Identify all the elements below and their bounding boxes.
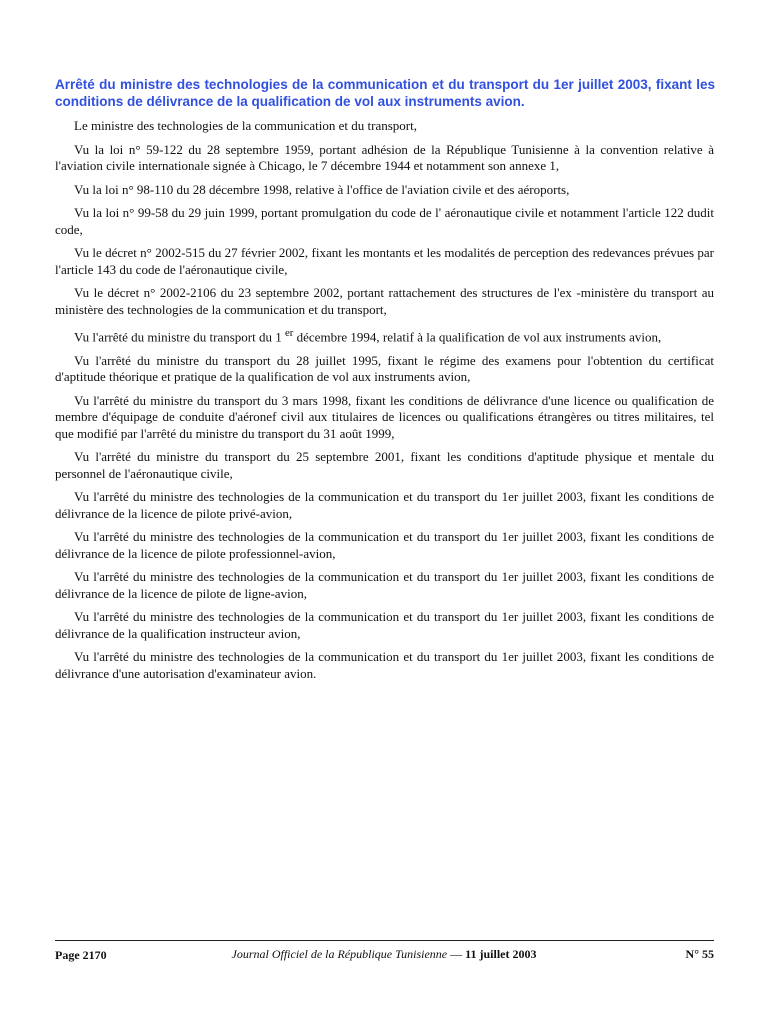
- journal-footer: [0, 947, 768, 962]
- paragraph: Vu l'arrêté du ministre des technologies de la communication et du transport du 1er juillet 2003, fixant les conditions de délivrance de la licence de pilote privé-avion,: [55, 489, 714, 521]
- paragraph: Le ministre des technologies de la communication et du transport,: [74, 118, 417, 133]
- document-title: Arrêté du ministre des technologies de la communication et du transport du 1er juillet 2003, fixant les conditions de délivrance de la qualification de vol aux instruments avion.: [55, 77, 715, 109]
- footer-separator: —: [447, 947, 466, 961]
- paragraph-text-end: décembre 1994, relatif à la qualification de vol aux instruments avion,: [293, 329, 662, 345]
- issue-number: N° 55: [685, 947, 714, 961]
- journal-name: Journal Officiel de la République Tunisienne: [231, 947, 448, 961]
- publication-date: 11 juillet 2003: [465, 947, 537, 961]
- paragraph: Vu l'arrêté du ministre du transport du 3 mars 1998, fixant les conditions de délivrance d'une licence ou qualification de membre d'équipage de conduite d'aéronef civil aux titulaires de licences ou qualifications étrangères ou titres militaires, tel que modifié par l'arrêté du ministre du transport du 31 août 1999,: [55, 392, 714, 441]
- paragraph: Vu l'arrêté du ministre du transport du 25 septembre 2001, fixant les conditions d'aptitude physique et mentale du personnel de l'aéronautique civile,: [55, 449, 714, 481]
- paragraph: Vu le décret n° 2002-2106 du 23 septembre 2002, portant rattachement des structures de l'ex -ministère du transport au ministère des technologies de la communication et du transport,: [55, 285, 714, 317]
- paragraph: Vu la loi n° 59-122 du 28 septembre 1959, portant adhésion de la République Tunisienne à la convention relative à l'aviation civile internationale signée à Chicago, le 7 décembre 1944 et notamment son annexe 1,: [55, 141, 714, 173]
- paragraph: Vu la loi n° 99-58 du 29 juin 1999, portant promulgation du code de l' aéronautique civile et notamment l'article 122 dudit code,: [55, 205, 714, 237]
- document-body: [55, 118, 714, 689]
- footer-divider: [55, 940, 714, 941]
- paragraph: Vu l'arrêté du ministre du transport du 28 juillet 1995, fixant le régime des examens pour l'obtention du certificat d'aptitude théorique et pratique de la qualification de vol aux instruments avion,: [55, 352, 714, 385]
- paragraph: Vu le décret n° 2002-515 du 27 février 2002, fixant les montants et les modalités de perception des redevances prévues par l'article 143 du code de l'aéronautique civile,: [55, 245, 714, 277]
- page-number: Page 2170: [55, 948, 107, 962]
- ordinal-superscript: er: [284, 327, 294, 339]
- paragraph: Vu l'arrêté du ministre des technologies de la communication et du transport du 1er juillet 2003, fixant les conditions de délivrance d'une autorisation d'examinateur avion.: [55, 649, 714, 681]
- paragraph: Vu l'arrêté du ministre des technologies de la communication et du transport du 1er juillet 2003, fixant les conditions de délivrance de la licence de pilote de ligne-avion,: [55, 569, 714, 601]
- paragraph: Vu l'arrêté du ministre des technologies de la communication et du transport du 1er juillet 2003, fixant les conditions de délivrance de la licence de pilote professionnel-avion,: [55, 529, 714, 561]
- paragraph: [55, 325, 714, 346]
- paragraph: Vu l'arrêté du ministre des technologies de la communication et du transport du 1er juillet 2003, fixant les conditions de délivrance de la qualification instructeur avion,: [55, 609, 714, 641]
- paragraph: Vu la loi n° 98-110 du 28 décembre 1998, relative à l'office de l'aviation civile et des aéroports,: [74, 181, 570, 197]
- paragraph-text-start: Vu l'arrêté du ministre du transport du 1: [74, 329, 285, 345]
